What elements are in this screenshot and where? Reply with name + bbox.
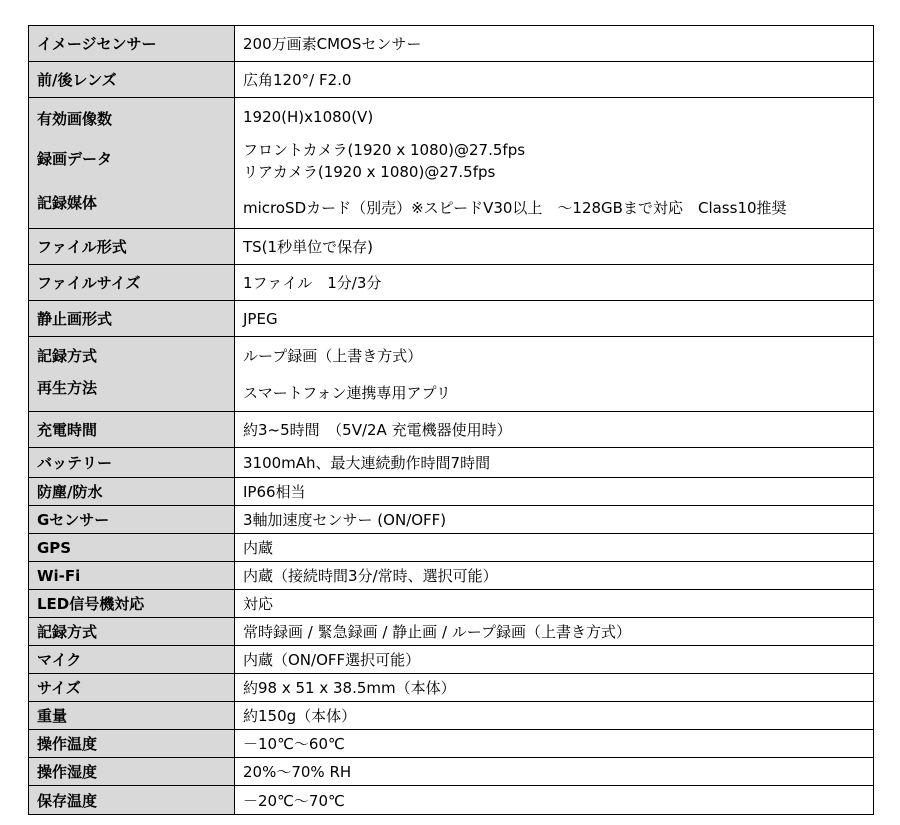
row-value: 約98 x 51 x 38.5mm（本体） xyxy=(235,674,874,702)
row-label: 充電時間 xyxy=(29,412,235,448)
row-value: microSDカード（別売）※スピードV30以上 ～128GBまで対応 Class10推奨 xyxy=(235,186,874,228)
table-row xyxy=(29,702,874,730)
table-row xyxy=(29,229,874,265)
merged-label-cell xyxy=(29,98,235,229)
table-row xyxy=(29,730,874,758)
table-row xyxy=(29,337,874,375)
row-label: 操作温度 xyxy=(29,730,235,758)
table-row xyxy=(29,646,874,674)
row-label: Gセンサー xyxy=(29,506,235,534)
table-row xyxy=(29,448,874,478)
row-label: LED信号機対応 xyxy=(29,590,235,618)
table-row xyxy=(29,98,874,136)
row-value: 内蔵 xyxy=(235,534,874,562)
row-label: 記録方式 xyxy=(37,347,98,365)
row-label: 保存温度 xyxy=(29,786,235,815)
row-value: 1920(H)x1080(V) xyxy=(235,98,874,136)
row-value: 約3~5時間 （5V/2A 充電機器使用時） xyxy=(235,412,874,448)
row-value: リアカメラ(1920 x 1080)@27.5fps xyxy=(243,162,496,181)
row-label: ファイルサイズ xyxy=(29,265,235,301)
row-label: 記録方式 xyxy=(29,618,235,646)
row-value: 約150g（本体） xyxy=(235,702,874,730)
table-row xyxy=(29,265,874,301)
row-value: IP66相当 xyxy=(235,478,874,506)
table-row xyxy=(29,478,874,506)
table-row xyxy=(29,26,874,62)
table-row xyxy=(29,534,874,562)
row-value: 広角120°/ F2.0 xyxy=(235,62,874,98)
table-row xyxy=(29,674,874,702)
row-value: 3100mAh、最大連続動作時間7時間 xyxy=(235,448,874,478)
table-row xyxy=(29,506,874,534)
table-row xyxy=(29,758,874,786)
row-label: 有効画像数 xyxy=(37,110,113,128)
row-label: 重量 xyxy=(29,702,235,730)
row-value: －20℃～70℃ xyxy=(235,786,874,815)
row-label: サイズ xyxy=(29,674,235,702)
merged-label-cell xyxy=(29,337,235,412)
row-label: バッテリー xyxy=(29,448,235,478)
row-label: 操作湿度 xyxy=(29,758,235,786)
row-label: GPS xyxy=(29,534,235,562)
row-value: フロントカメラ(1920 x 1080)@27.5fps xyxy=(243,140,526,159)
row-label: マイク xyxy=(29,646,235,674)
row-value: 内蔵（ON/OFF選択可能） xyxy=(235,646,874,674)
table-row xyxy=(29,62,874,98)
row-label: 前/後レンズ xyxy=(29,62,235,98)
row-value: ループ録画（上書き方式） xyxy=(235,337,874,375)
row-label: 静止画形式 xyxy=(29,301,235,337)
row-value: 常時録画 / 緊急録画 / 静止画 / ループ録画（上書き方式） xyxy=(235,618,874,646)
row-value: 3軸加速度センサー (ON/OFF) xyxy=(235,506,874,534)
row-label: Wi-Fi xyxy=(29,562,235,590)
row-label: 録画データ xyxy=(37,150,113,168)
row-label: 防塵/防水 xyxy=(29,478,235,506)
row-value: 1ファイル 1分/3分 xyxy=(235,265,874,301)
row-label: イメージセンサー xyxy=(29,26,235,62)
row-value: －10℃～60℃ xyxy=(235,730,874,758)
row-value: 20%～70% RH xyxy=(235,758,874,786)
row-label: ファイル形式 xyxy=(29,229,235,265)
table-row xyxy=(29,786,874,815)
row-label: 再生方法 xyxy=(37,379,98,397)
table-row xyxy=(29,590,874,618)
row-value: JPEG xyxy=(235,301,874,337)
row-value: スマートフォン連携専用アプリ xyxy=(235,374,874,412)
row-value: 200万画素CMOSセンサー xyxy=(235,26,874,62)
table-row xyxy=(29,301,874,337)
row-value: 内蔵（接続時間3分/常時、選択可能） xyxy=(235,562,874,590)
row-label: 記録媒体 xyxy=(37,194,98,212)
table-row xyxy=(29,562,874,590)
table-row xyxy=(29,618,874,646)
spec-table xyxy=(28,25,874,815)
row-value: TS(1秒単位で保存) xyxy=(235,229,874,265)
table-row xyxy=(29,412,874,448)
row-value: 対応 xyxy=(235,590,874,618)
row-value-multiline xyxy=(235,136,874,187)
